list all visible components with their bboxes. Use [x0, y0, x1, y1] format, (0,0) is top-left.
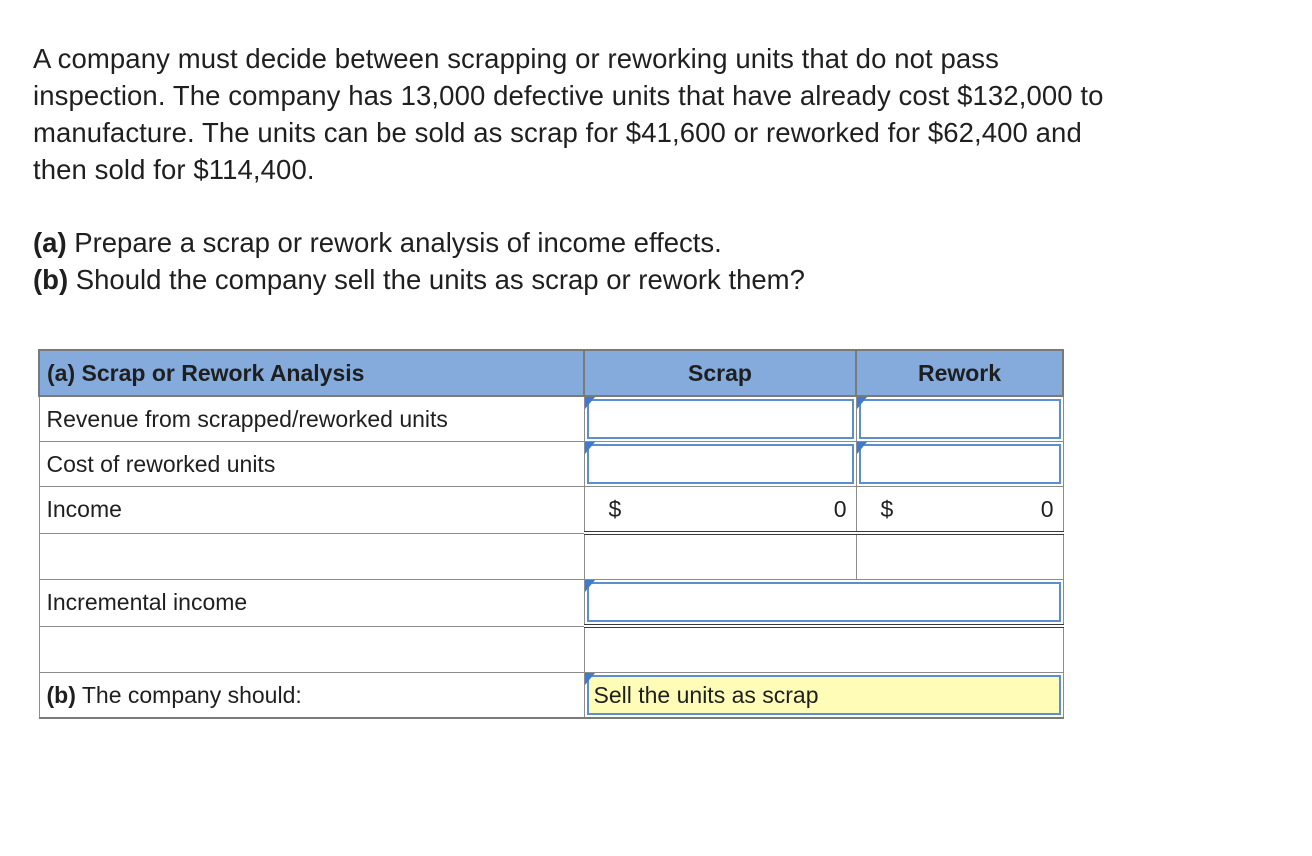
problem-statement — [33, 40, 1273, 188]
question-b — [33, 261, 1273, 298]
problem-line-1: A company must decide between scrapping or reworking units that do not pass — [33, 43, 999, 74]
incremental-income-cell[interactable] — [584, 580, 1063, 627]
cost-label: Cost of reworked units — [39, 442, 584, 487]
table-row-cost — [39, 442, 1063, 487]
column-header-scrap: Scrap — [584, 350, 856, 396]
incremental-income-input[interactable] — [587, 582, 1061, 622]
question-a-text: Prepare a scrap or rework analysis of income effects. — [74, 227, 722, 258]
spacer-cell — [584, 626, 1063, 673]
table-title: (a) Scrap or Rework Analysis — [39, 350, 584, 396]
table-row-spacer-1 — [39, 533, 1063, 580]
input-marker-icon — [857, 397, 867, 409]
decision-label — [39, 673, 584, 719]
table-row-incremental — [39, 580, 1063, 627]
decision-label-text: The company should: — [81, 681, 302, 708]
table-row-spacer-2 — [39, 626, 1063, 673]
income-rework-value-wrap — [857, 487, 1063, 531]
problem-line-2: inspection. The company has 13,000 defective units that have already cost $132,000 to — [33, 80, 1104, 111]
question-list — [33, 224, 1273, 298]
decision-dropdown[interactable]: Sell the units as scrap — [587, 675, 1061, 715]
cost-scrap-input[interactable] — [587, 444, 854, 484]
revenue-label: Revenue from scrapped/reworked units — [39, 396, 584, 442]
input-marker-icon — [585, 442, 595, 454]
spacer-cell — [856, 533, 1063, 580]
income-rework-value: 0 — [1040, 495, 1054, 522]
question-a-prefix: (a) — [33, 227, 67, 258]
spacer-cell — [39, 626, 584, 673]
table-row-decision — [39, 673, 1063, 719]
revenue-rework-cell[interactable] — [856, 396, 1063, 442]
cost-rework-input[interactable] — [859, 444, 1061, 484]
question-a — [33, 224, 1273, 261]
decision-cell[interactable] — [584, 673, 1063, 719]
revenue-scrap-cell[interactable] — [584, 396, 856, 442]
income-label: Income — [39, 487, 584, 534]
table-header-row — [39, 350, 1063, 396]
question-b-text: Should the company sell the units as scrap or rework them? — [75, 264, 805, 295]
decision-prefix: (b) — [46, 681, 76, 708]
revenue-scrap-input[interactable] — [587, 399, 854, 439]
table-row-income — [39, 487, 1063, 534]
cost-scrap-cell[interactable] — [584, 442, 856, 487]
income-scrap-value: 0 — [833, 495, 847, 522]
spacer-cell — [39, 533, 584, 580]
column-header-rework: Rework — [856, 350, 1063, 396]
problem-line-3: manufacture. The units can be sold as scrap for $41,600 or reworked for $62,400 and — [33, 117, 1082, 148]
currency-symbol: $ — [608, 495, 622, 522]
scrap-rework-analysis-table — [38, 349, 1064, 719]
spacer-cell — [584, 533, 856, 580]
currency-symbol: $ — [880, 495, 894, 522]
income-rework-cell — [856, 487, 1063, 534]
income-scrap-cell — [584, 487, 856, 534]
input-marker-icon — [585, 673, 595, 685]
cost-rework-cell[interactable] — [856, 442, 1063, 487]
revenue-rework-input[interactable] — [859, 399, 1061, 439]
input-marker-icon — [857, 442, 867, 454]
table-row-revenue — [39, 396, 1063, 442]
incremental-income-label: Incremental income — [39, 580, 584, 627]
problem-line-4: then sold for $114,400. — [33, 154, 315, 185]
input-marker-icon — [585, 397, 595, 409]
input-marker-icon — [585, 580, 595, 592]
income-scrap-value-wrap — [585, 487, 856, 531]
question-b-prefix: (b) — [33, 264, 69, 295]
